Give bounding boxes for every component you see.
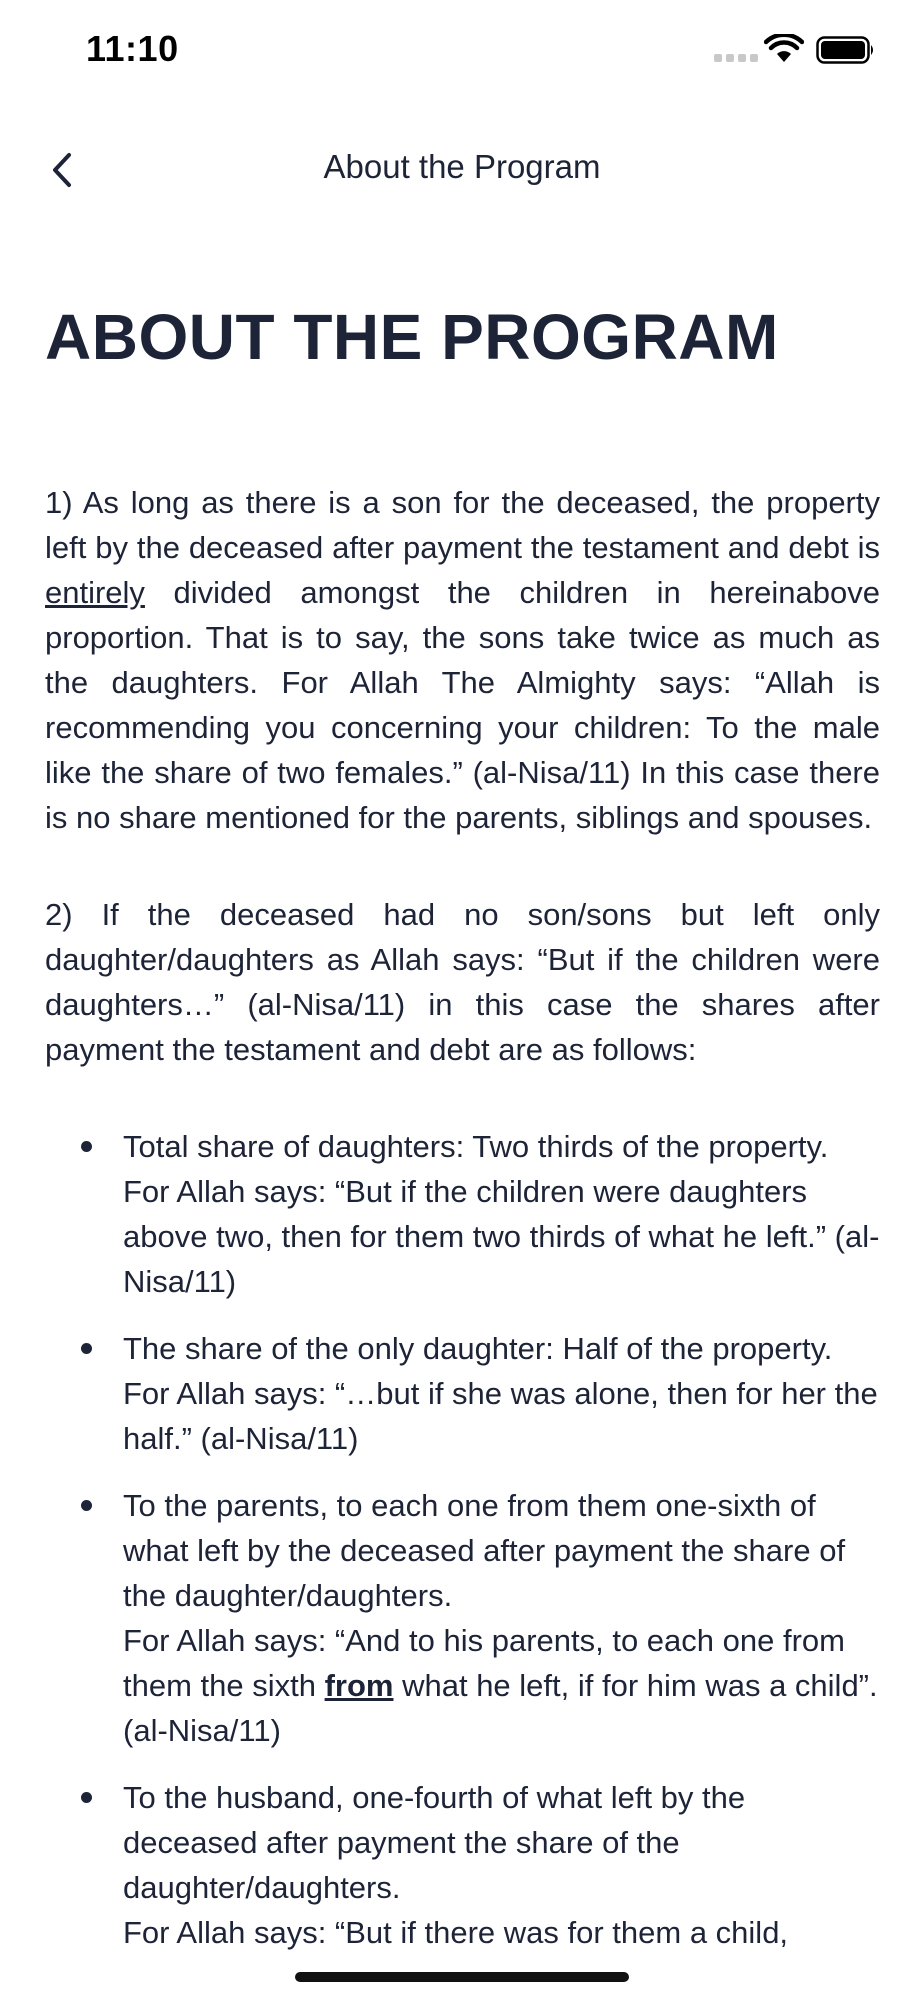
content-body [45, 480, 880, 1977]
list-item-quote [123, 1618, 880, 1753]
list-item [123, 1483, 880, 1753]
list-item-quote: For Allah says: “But if the children were daughters above two, then for them two thirds of what he left.” (al-Nisa/11) [123, 1174, 880, 1299]
list-item-quote: For Allah says: “But if there was for them a child, [123, 1915, 789, 1950]
quote-text-end: what he left, if for him was a child”. (al-Nisa/11) [123, 1668, 878, 1748]
home-indicator[interactable] [295, 1972, 629, 1982]
paragraph-1-text-end: divided amongst the children in hereinabove proportion. That is to say, the sons take twice as much as the daughters. For Allah The Almighty says: “Allah is recommending you concerning your children: To the male like the share of two females.” (al-Nisa/11) In this case there is no share mentioned for the parents, siblings and spouses. [45, 575, 880, 835]
battery-icon [816, 36, 876, 64]
quote-text-start: For Allah says: “And to his parents, to each one from them the sixth [123, 1623, 845, 1703]
list-item [123, 1124, 880, 1304]
list-item-text: To the husband, one-fourth of what left by the deceased after payment the share of the daughter/daughters. [123, 1780, 746, 1905]
cellular-signal-icon [714, 54, 758, 62]
page-title: ABOUT THE PROGRAM [45, 301, 779, 373]
list-item-quote: For Allah says: “…but if she was alone, then for her the half.” (al-Nisa/11) [123, 1376, 878, 1456]
list-item [123, 1775, 880, 1955]
navigation-bar [0, 130, 924, 210]
list-item-text: The share of the only daughter: Half of the property. [123, 1331, 833, 1366]
list-item-text: To the parents, to each one from them one-sixth of what left by the deceased after payment the share of the daughter/daughters. [123, 1488, 846, 1613]
list-item-text: Total share of daughters: Two thirds of the property. [123, 1129, 829, 1164]
emphasized-word-entirely: entirely [45, 575, 145, 610]
wifi-icon [764, 34, 804, 64]
paragraph-1-text-start: 1) As long as there is a son for the deceased, the property left by the deceased after payment the testament and debt is [45, 485, 880, 565]
list-item [123, 1326, 880, 1461]
paragraph-1 [45, 480, 880, 840]
status-bar [0, 0, 924, 100]
paragraph-2: 2) If the deceased had no son/sons but left only daughter/daughters as Allah says: “But if the children were daughters…” (al-Nisa/11) in this case the shares after payment the testament and debt are as follows: [45, 897, 880, 1067]
status-time: 11:10 [86, 28, 179, 69]
nav-title: About the Program [323, 148, 601, 185]
emphasized-word-from: from [324, 1668, 394, 1703]
shares-list [45, 1124, 880, 1955]
